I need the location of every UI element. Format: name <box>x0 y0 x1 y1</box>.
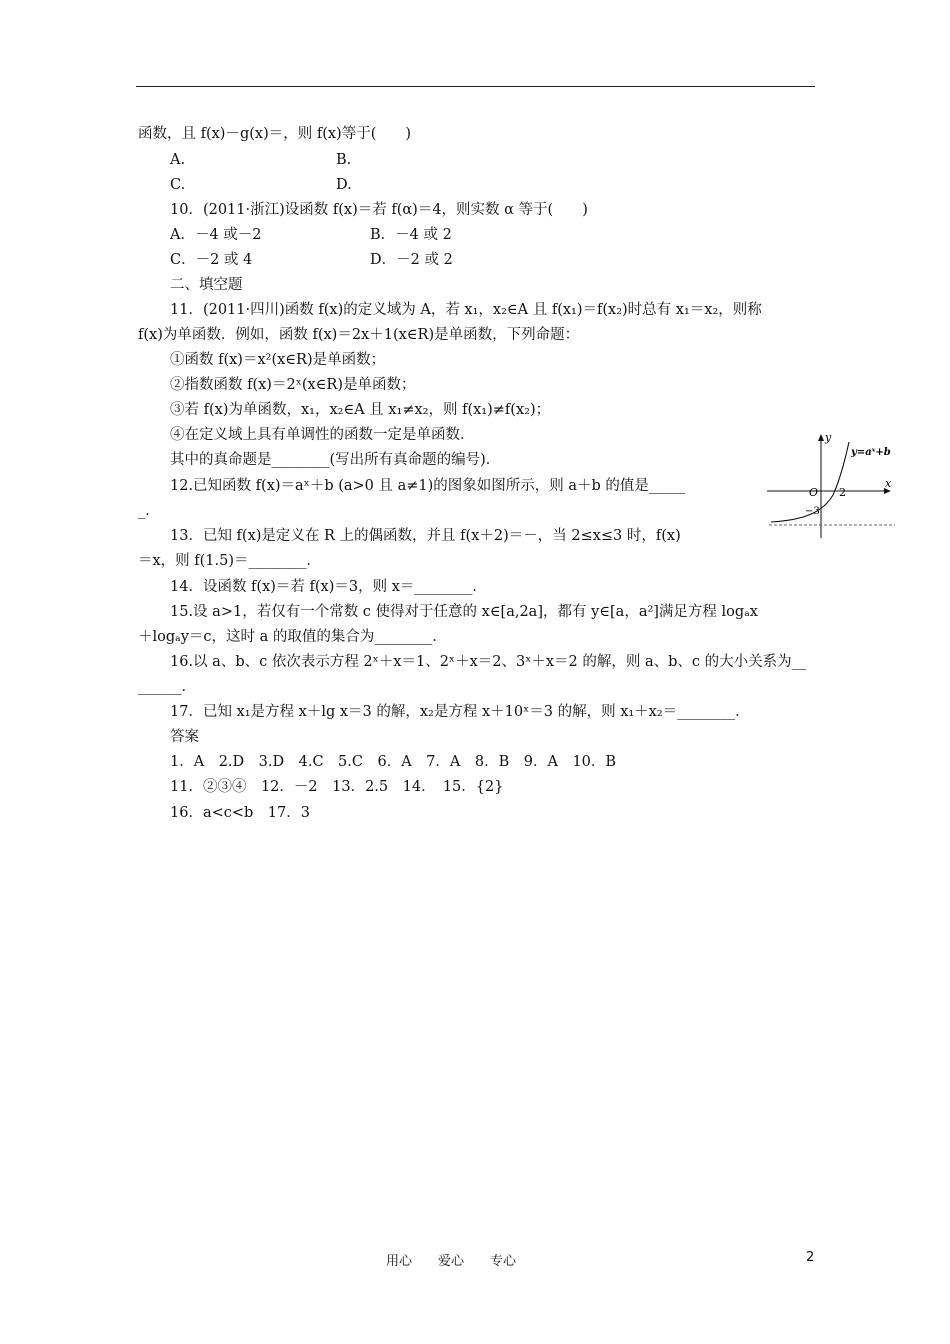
text-line: f(x)为单函数．例如，函数 f(x)＝2x＋1(x∈R)是单函数，下列命题： <box>138 327 580 343</box>
text-line: 11．(2011·四川)函数 f(x)的定义域为 A，若 x₁，x₂∈A 且 f(x₁)＝f(x₂)时总有 x₁＝x₂，则称 <box>170 302 762 318</box>
text-line: D. <box>336 177 352 193</box>
text-line: C．－2 或 4 <box>170 252 253 268</box>
footer-center: 用心 爱心 专心 <box>386 1254 517 1269</box>
text-line: ②指数函数 f(x)＝2ˣ(x∈R)是单函数； <box>170 377 416 393</box>
text-line: ＝x，则 f(1.5)＝________． <box>138 553 322 569</box>
x-axis-label: x <box>885 477 892 490</box>
text-line: ＋logₐy＝c，这时 a 的取值的集合为________． <box>138 629 447 645</box>
text-line: C. <box>170 177 186 193</box>
text-line: 13．已知 f(x)是定义在 R 上的偶函数，并且 f(x＋2)＝－，当 2≤x≤3 时，f(x) <box>170 528 681 544</box>
text-line: A．－4 或－2 <box>170 227 262 243</box>
text-line: 17．已知 x₁是方程 x＋lg x＝3 的解，x₂是方程 x＋10ˣ＝3 的解，则 x₁＋x₂＝________． <box>170 704 750 720</box>
text-line: 16.以 a、b、c 依次表示方程 2ˣ＋x＝1、2ˣ＋x＝2、3ˣ＋x＝2 的解，则 a、b、c 的大小关系为__ <box>170 654 807 670</box>
y-axis-label: y <box>825 431 832 444</box>
text-line: A. <box>170 152 186 168</box>
curve-label: y=aˣ+b <box>851 447 891 458</box>
text-line: B. <box>336 152 352 168</box>
function-graph <box>765 430 895 540</box>
text-line: 11．②③④ 12．－2 13．2.5 14． 15．{2} <box>170 779 504 795</box>
text-line: 10．(2011·浙江)设函数 f(x)＝若 f(α)＝4，则实数 α 等于( ) <box>170 202 588 218</box>
text-line: 16．a<c<b 17．3 <box>170 805 310 821</box>
text-line: 14．设函数 f(x)＝若 f(x)＝3，则 x＝________． <box>170 579 487 595</box>
text-line: 12.已知函数 f(x)＝aˣ＋b (a>0 且 a≠1)的图象如图所示，则 a＋b 的值是_____ <box>170 478 686 494</box>
text-line: 二、填空题 <box>170 277 243 293</box>
text-line: ①函数 f(x)＝x²(x∈R)是单函数； <box>170 352 386 368</box>
y-tick-label: −3 <box>805 506 820 517</box>
text-line: 1．A 2.D 3.D 4.C 5.C 6．A 7．A 8．B 9．A 10．B <box>170 754 617 770</box>
text-line: 其中的真命题是________(写出所有真命题的编号)． <box>170 452 501 468</box>
text-line: 答案 <box>170 729 199 745</box>
text-line: 函数，且 f(x)－g(x)＝，则 f(x)等于( ) <box>138 126 412 142</box>
text-line: ④在定义域上具有单调性的函数一定是单函数． <box>170 427 475 443</box>
text-line: B．－4 或 2 <box>370 227 452 243</box>
text-line: ______． <box>138 679 196 695</box>
x-tick-label: 2 <box>839 486 846 499</box>
text-line: 15.设 a>1，若仅有一个常数 c 使得对于任意的 x∈[a,2a]，都有 y∈[a，a²]满足方程 logₐx <box>170 604 758 620</box>
origin-label: O <box>809 486 819 499</box>
header-rule <box>136 86 815 87</box>
text-line: _． <box>138 503 160 519</box>
y-axis-arrow-icon <box>818 434 824 441</box>
page-number: 2 <box>806 1250 815 1265</box>
text-line: ③若 f(x)为单函数，x₁，x₂∈A 且 x₁≠x₂，则 f(x₁)≠f(x₂)； <box>170 402 551 418</box>
text-line: D．－2 或 2 <box>370 252 453 268</box>
